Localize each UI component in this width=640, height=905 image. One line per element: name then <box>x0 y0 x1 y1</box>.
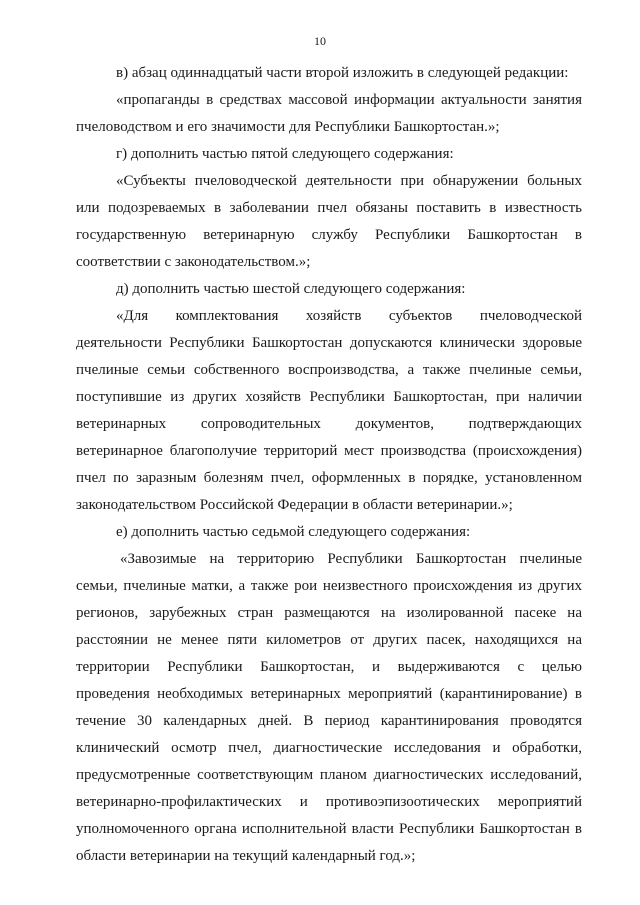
paragraph-line: деятельности Республики Башкортостан допускаются клинически здоровые <box>76 335 582 351</box>
page-number: 10 <box>314 34 326 48</box>
paragraph-line: соответствии с законодательством.»; <box>76 254 311 270</box>
paragraph-line: «Субъекты пчеловодческой деятельности при обнаружении больных <box>116 173 582 189</box>
paragraph-line: территории Республики Башкортостан, и выдерживаются с целью <box>76 659 582 675</box>
paragraph-line: клинический осмотр пчел, диагностические исследования и обработки, <box>76 740 582 756</box>
paragraph-line: в) абзац одиннадцатый части второй изложить в следующей редакции: <box>116 65 569 81</box>
paragraph-line: г) дополнить частью пятой следующего содержания: <box>116 146 454 162</box>
paragraph-line: течение 30 календарных дней. В период карантинирования проводятся <box>76 713 582 729</box>
paragraph-line: ветеринарное благополучие территорий мест производства (происхождения) <box>76 443 582 459</box>
document-body <box>76 63 582 873</box>
paragraph-line: д) дополнить частью шестой следующего содержания: <box>116 281 466 297</box>
paragraph-line: пчел по заразным болезням пчел, оформленных в порядке, установленном <box>76 470 582 486</box>
paragraph-line: законодательством Российской Федерации в области ветеринарии.»; <box>76 497 513 513</box>
paragraph-line: государственную ветеринарную службу Республики Башкортостан в <box>76 227 582 243</box>
paragraph-line: области ветеринарии на текущий календарный год.»; <box>76 848 416 864</box>
paragraph-line: пчеловодством и его значимости для Республики Башкортостан.»; <box>76 119 500 135</box>
paragraph-line: «Для комплектования хозяйств субъектов пчеловодческой <box>116 308 582 324</box>
paragraph-line: ветеринарных сопроводительных документов, подтверждающих <box>76 416 582 432</box>
paragraph-line: расстоянии не менее пяти километров от других пасек, находящихся на <box>76 632 582 648</box>
paragraph-line: уполномоченного органа исполнительной власти Республики Башкортостан в <box>76 821 582 837</box>
paragraph-line: е) дополнить частью седьмой следующего содержания: <box>116 524 471 540</box>
paragraph-line: семьи, пчелиные матки, а также рои неизвестного происхождения из других <box>76 578 582 594</box>
paragraph-line: ветеринарно-профилактических и противоэпизоотических мероприятий <box>76 794 582 810</box>
paragraph-line: регионов, зарубежных стран размещаются на изолированной пасеке на <box>76 605 582 621</box>
paragraph-line: «Завозимые на территорию Республики Башкортостан пчелиные <box>120 551 582 567</box>
paragraph-line: или подозреваемых в заболевании пчел обязаны поставить в известность <box>76 200 582 216</box>
paragraph-line: поступившие из других хозяйств Республики Башкортостан, при наличии <box>76 389 582 405</box>
paragraph-line: пчелиные семьи собственного воспроизводства, а также пчелиные семьи, <box>76 362 582 378</box>
paragraph-line: проведения необходимых ветеринарных мероприятий (карантинирование) в <box>76 686 582 702</box>
paragraph-line: предусмотренные соответствующим планом диагностических исследований, <box>76 767 582 783</box>
paragraph-line: «пропаганды в средствах массовой информации актуальности занятия <box>116 92 582 108</box>
